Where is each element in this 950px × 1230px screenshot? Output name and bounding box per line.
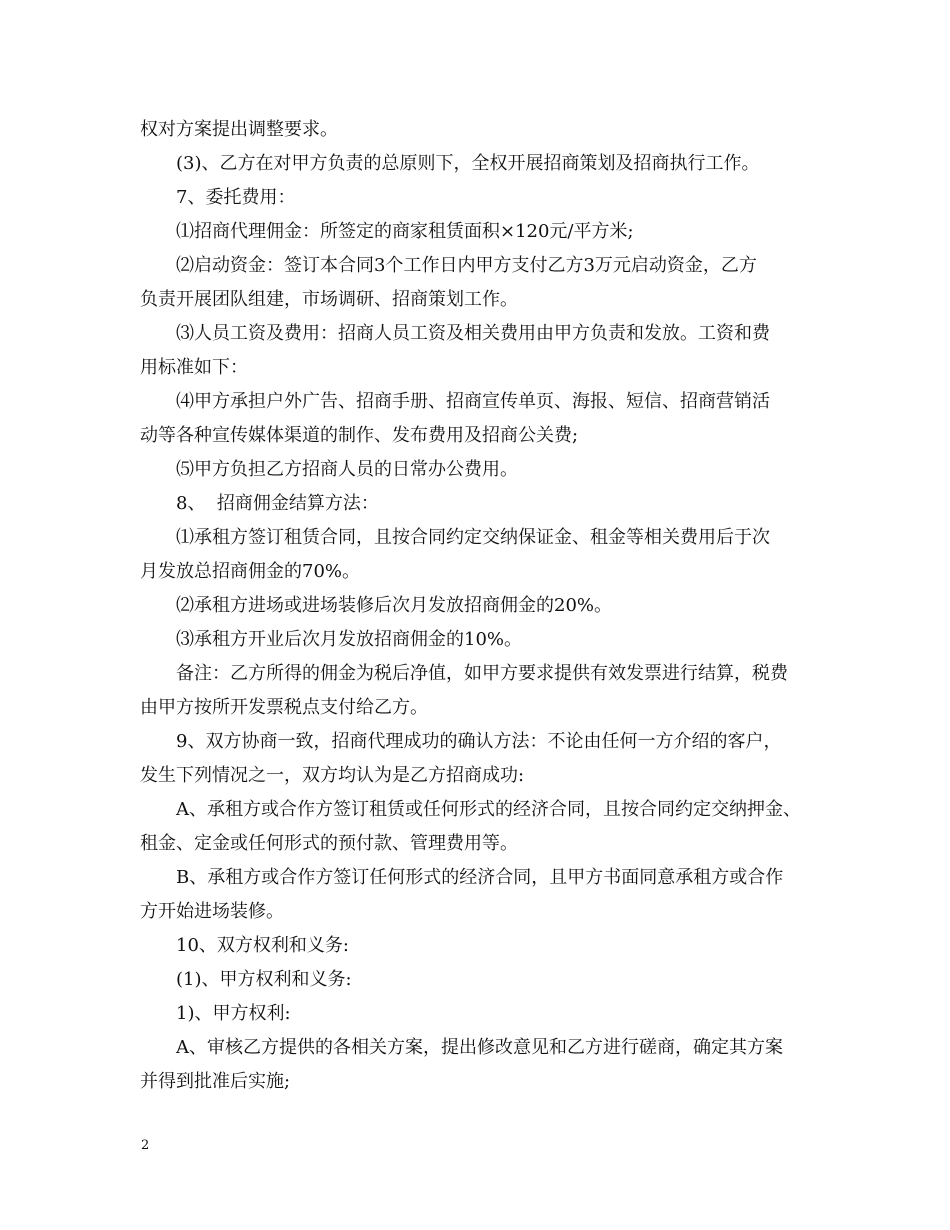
section-heading: 8、 招商佣金结算方法： [176, 493, 379, 514]
text-line: A、承租方或合作方签订租赁或任何形式的经济合同，且按合同约定交纳押金、 [176, 799, 801, 820]
text-line: 用标准如下： [140, 357, 248, 378]
text-line: 月发放总招商佣金的70%。 [140, 561, 361, 582]
text-line: 权对方案提出调整要求。 [140, 119, 338, 140]
text-line: 租金、定金或任何形式的预付款、管理费用等。 [140, 833, 518, 854]
text-line: 备注：乙方所得的佣金为税后净值，如甲方要求提供有效发票进行结算，税费 [176, 663, 788, 684]
text-line: 负责开展团队组建，市场调研、招商策划工作。 [140, 289, 518, 310]
text-line: 方开始进场装修。 [140, 901, 284, 922]
text-line: A、审核乙方提供的各相关方案，提出修改意见和乙方进行磋商，确定其方案 [176, 1037, 783, 1058]
text-line: 由甲方按所开发票税点支付给乙方。 [140, 697, 428, 718]
document-body [140, 113, 820, 1099]
text-line: 并得到批准后实施; [140, 1071, 291, 1092]
text-line: B、承租方或合作方签订任何形式的经济合同，且甲方书面同意承租方或合作 [176, 867, 784, 888]
text-line: 动等各种宣传媒体渠道的制作、发布费用及招商公关费; [140, 425, 579, 446]
section-heading: 10、双方权利和义务: [176, 935, 349, 956]
text-line: (3)、乙方在对甲方负责的总原则下，全权开展招商策划及招商执行工作。 [176, 153, 760, 174]
section-heading: 9、双方协商一致，招商代理成功的确认方法：不论由任何一方介绍的客户， [176, 731, 782, 752]
text-line: 1)、甲方权利: [176, 1003, 291, 1024]
text-line: ⑷甲方承担户外广告、招商手册、招商宣传单页、海报、短信、招商营销活 [176, 391, 770, 412]
text-line: ⑵承租方进场或进场装修后次月发放招商佣金的20%。 [176, 595, 613, 616]
text-line: ⑴承租方签订租赁合同，且按合同约定交纳保证金、租金等相关费用后于次 [176, 527, 770, 548]
text-line: (1)、甲方权利和义务: [176, 969, 352, 990]
text-line: ⑶承租方开业后次月发放招商佣金的10%。 [176, 629, 523, 650]
section-heading: 7、委托费用： [176, 187, 296, 208]
text-line: ⑸甲方负担乙方招商人员的日常办公费用。 [176, 459, 518, 480]
text-line: 发生下列情况之一，双方均认为是乙方招商成功: [140, 765, 525, 786]
page-number: 2 [141, 1138, 150, 1153]
text-line: ⑵启动资金：签订本合同3个工作日内甲方支付乙方3万元启动资金，乙方 [176, 255, 757, 276]
text-line: ⑶人员工资及费用：招商人员工资及相关费用由甲方负责和发放。工资和费 [176, 323, 770, 344]
text-line: ⑴招商代理佣金：所签定的商家租赁面积×120元/平方米; [176, 221, 634, 242]
